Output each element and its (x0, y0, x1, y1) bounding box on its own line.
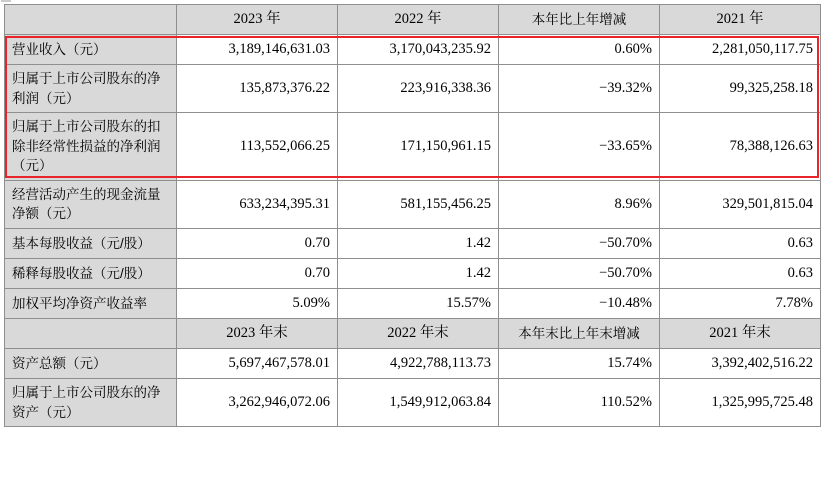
table-row (5, 349, 821, 379)
cell-net-profit-change: −39.32% (499, 65, 660, 113)
row-label-adjusted-net-profit: 归属于上市公司股东的扣除非经常性损益的净利润（元） (5, 113, 177, 181)
table-row (5, 289, 821, 319)
cell-diluted-eps-change: −50.70% (499, 258, 660, 288)
cell-diluted-eps-2022: 1.42 (338, 258, 499, 288)
cell-revenue-2023: 3,189,146,631.03 (177, 35, 338, 65)
table-row (5, 180, 821, 228)
table-row (5, 35, 821, 65)
table-row (5, 258, 821, 288)
row-label-revenue: 营业收入（元） (5, 35, 177, 65)
cell-total-assets-change: 15.74% (499, 349, 660, 379)
cell-revenue-2022: 3,170,043,235.92 (338, 35, 499, 65)
cell-net-assets-2021: 1,325,995,725.48 (660, 379, 821, 427)
header-2022: 2022 年 (338, 5, 499, 35)
cell-diluted-eps-2021: 0.63 (660, 258, 821, 288)
header-2022-end: 2022 年末 (338, 319, 499, 349)
header-label-blank (5, 5, 177, 35)
cell-operating-cash-flow-change: 8.96% (499, 180, 660, 228)
cell-operating-cash-flow-2021: 329,501,815.04 (660, 180, 821, 228)
cell-adjusted-net-profit-2022: 171,150,961.15 (338, 113, 499, 181)
cell-total-assets-2022: 4,922,788,113.73 (338, 349, 499, 379)
cell-basic-eps-2023: 0.70 (177, 228, 338, 258)
cell-adjusted-net-profit-change: −33.65% (499, 113, 660, 181)
header-2023-end: 2023 年末 (177, 319, 338, 349)
row-label-diluted-eps: 稀释每股收益（元/股） (5, 258, 177, 288)
table-row (5, 113, 821, 181)
cell-basic-eps-2021: 0.63 (660, 228, 821, 258)
row-label-weighted-roe: 加权平均净资产收益率 (5, 289, 177, 319)
row-label-net-profit: 归属于上市公司股东的净利润（元） (5, 65, 177, 113)
table-header-row-annual (5, 5, 821, 35)
table-header-row-period-end (5, 319, 821, 349)
cell-adjusted-net-profit-2023: 113,552,066.25 (177, 113, 338, 181)
cell-weighted-roe-change: −10.48% (499, 289, 660, 319)
row-label-basic-eps: 基本每股收益（元/股） (5, 228, 177, 258)
cell-weighted-roe-2021: 7.78% (660, 289, 821, 319)
cell-operating-cash-flow-2022: 581,155,456.25 (338, 180, 499, 228)
cell-weighted-roe-2023: 5.09% (177, 289, 338, 319)
key-financial-indicators-table (4, 4, 821, 427)
cell-net-profit-2021: 99,325,258.18 (660, 65, 821, 113)
cell-weighted-roe-2022: 15.57% (338, 289, 499, 319)
cell-net-profit-2022: 223,916,338.36 (338, 65, 499, 113)
cell-total-assets-2021: 3,392,402,516.22 (660, 349, 821, 379)
table-row (5, 379, 821, 427)
crop-mark-icon (0, 0, 12, 8)
row-label-operating-cash-flow: 经营活动产生的现金流量净额（元） (5, 180, 177, 228)
cell-net-assets-change: 110.52% (499, 379, 660, 427)
cell-diluted-eps-2023: 0.70 (177, 258, 338, 288)
cell-net-assets-2022: 1,549,912,063.84 (338, 379, 499, 427)
cell-operating-cash-flow-2023: 633,234,395.31 (177, 180, 338, 228)
cell-total-assets-2023: 5,697,467,578.01 (177, 349, 338, 379)
header-label-blank-2 (5, 319, 177, 349)
cell-net-assets-2023: 3,262,946,072.06 (177, 379, 338, 427)
cell-adjusted-net-profit-2021: 78,388,126.63 (660, 113, 821, 181)
cell-revenue-change: 0.60% (499, 35, 660, 65)
cell-net-profit-2023: 135,873,376.22 (177, 65, 338, 113)
header-2021-end: 2021 年末 (660, 319, 821, 349)
cell-revenue-2021: 2,281,050,117.75 (660, 35, 821, 65)
row-label-total-assets: 资产总额（元） (5, 349, 177, 379)
header-2021: 2021 年 (660, 5, 821, 35)
row-label-net-assets: 归属于上市公司股东的净资产（元） (5, 379, 177, 427)
header-period-end-change: 本年末比上年末增减 (499, 319, 660, 349)
header-2023: 2023 年 (177, 5, 338, 35)
table-row (5, 228, 821, 258)
cell-basic-eps-2022: 1.42 (338, 228, 499, 258)
table-row (5, 65, 821, 113)
cell-basic-eps-change: −50.70% (499, 228, 660, 258)
header-yoy-change: 本年比上年增减 (499, 5, 660, 35)
